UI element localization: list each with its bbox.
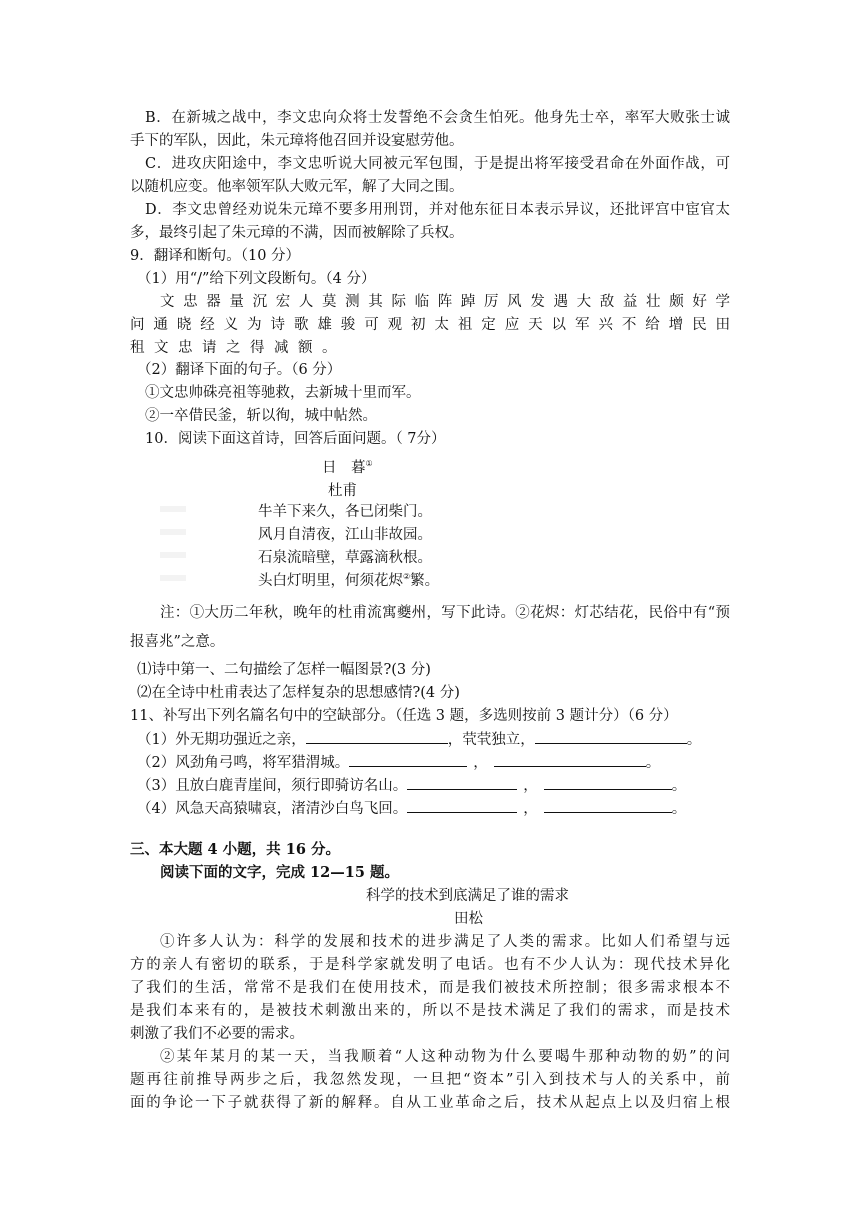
- poem-author: 杜甫: [328, 483, 357, 499]
- q8-option-b-line1: B．在新城之战中，李文忠向众将士发誓绝不会贪生怕死。他身先士卒，率军大败张士诚: [145, 110, 730, 126]
- article-p1-line1: ①许多人认为：科学的发展和技术的进步满足了人类的需求。比如人们希望与远: [160, 934, 730, 950]
- article-p2-line2: 题再往前推导两步之后，我忽然发现，一旦把“资本”引入到技术与人的关系中，前: [130, 1072, 730, 1088]
- faint-mark: [160, 575, 186, 581]
- poem-note-line1: 注：①大历二年秋，晚年的杜甫流寓夔州，写下此诗。②花烬：灯芯结花，民俗中有“预: [160, 605, 730, 621]
- answer-blank[interactable]: [306, 729, 448, 744]
- q9-part1-prompt: （1）用“/”给下列文段断句。（4 分）: [137, 271, 376, 287]
- q8-option-b-line2: 手下的军队，因此，朱元璋将他召回并设宴慰劳他。: [130, 133, 464, 149]
- article-title: 科学的技术到底满足了谁的需求: [366, 888, 569, 904]
- q8-option-c-line2: 以随机应变。他率领军队大败元军，解了大同之围。: [130, 179, 464, 195]
- answer-blank[interactable]: [544, 798, 672, 813]
- poem-line4: 头白灯明里，何须花烬②繁。: [258, 572, 440, 589]
- answer-blank[interactable]: [349, 752, 467, 767]
- poem-line2: 风月自清夜，江山非故园。: [258, 527, 432, 543]
- q9-passage-line2: 问通晓经义为诗歌雄骏可观初太祖定应天以军兴不给增民田: [130, 317, 730, 333]
- poem-line3: 石泉流暗壁，草露滴秋根。: [258, 550, 432, 566]
- q8-option-d-line2: 多，最终引起了朱元璋的不满，因而被解除了兵权。: [130, 225, 464, 241]
- answer-blank[interactable]: [407, 775, 517, 790]
- faint-mark: [160, 552, 186, 558]
- q8-option-d-line1: D．李文忠曾经劝说朱元璋不要多用刑罚，并对他东征日本表示异议，还批评宫中宦官太: [145, 202, 730, 218]
- poem-line1: 牛羊下来久，各已闭柴门。: [258, 504, 432, 520]
- q9-part2-prompt: （2）翻译下面的句子。（6 分）: [137, 362, 342, 378]
- section3-instruction: 阅读下面的文字，完成 12—15 题。: [160, 864, 399, 881]
- answer-blank[interactable]: [494, 752, 646, 767]
- section3-title: 三、本大题 4 小题，共 16 分。: [130, 841, 340, 858]
- q11-item1: （1）外无期功强近之亲， ，茕茕独立， 。: [137, 729, 701, 750]
- article-p1-line2: 方的亲人有密切的联系，于是科学家就发明了电话。也有不少人认为：现代技术异化: [130, 957, 730, 973]
- article-p1-line4: 是我们本来有的，是被技术刺激出来的，所以不是技术满足了我们的需求，而是技术: [130, 1003, 730, 1019]
- article-p1-line5: 刺激了我们不必要的需求。: [130, 1026, 304, 1042]
- q9-sentence2: ②一卒借民釜，斩以徇，城中帖然。: [145, 408, 377, 424]
- answer-blank[interactable]: [544, 775, 672, 790]
- article-p2-line1: ②某年某月的某一天，当我顺着“人这种动物为什么要喝牛那种动物的奶”的问: [160, 1049, 730, 1065]
- q9-passage-line3: 租文忠请之得减额。: [130, 340, 346, 356]
- q9-passage-line1: 文忠器量沉宏人莫测其际临阵踔厉风发遇大敌益壮颇好学: [160, 294, 730, 310]
- poem-title: 日 暮①: [322, 459, 373, 476]
- faint-mark: [160, 506, 186, 512]
- q9-sentence1: ①文忠帅硃亮祖等驰救，去新城十里而军。: [145, 385, 421, 401]
- answer-blank[interactable]: [407, 798, 517, 813]
- article-p1-line3: 了我们的生活，常常不是我们在使用技术，而是我们被技术所控制；很多需求根本不: [130, 980, 730, 996]
- faint-mark: [160, 529, 186, 535]
- q11-item2: （2）风劲角弓鸣，将军猎渭城。 ， 。: [137, 752, 660, 773]
- q11-item3: （3）且放白鹿青崖间，须行即骑访名山。 ， 。: [137, 775, 686, 796]
- answer-blank[interactable]: [535, 729, 687, 744]
- q10-subquestion1: ⑴诗中第一、二句描绘了怎样一幅图景?(3 分): [137, 662, 431, 678]
- q11-item4: （4）风急天高猿啸哀，渚清沙白鸟飞回。 ， 。: [137, 798, 686, 819]
- poem-note-line2: 报喜兆”之意。: [130, 634, 225, 650]
- q8-option-c-line1: C．进攻庆阳途中，李文忠听说大同被元军包围，于是提出将军接受君命在外面作战，可: [145, 156, 730, 172]
- q9-title: 9．翻译和断句。（10 分）: [130, 248, 301, 264]
- q10-subquestion2: ⑵在全诗中杜甫表达了怎样复杂的思想感情?(4 分): [137, 685, 460, 701]
- q11-title: 11、补写出下列名篇名句中的空缺部分。（任选 3 题，多选则按前 3 题计分）（6 分）: [130, 708, 678, 724]
- article-p2-line3: 面的争论一下子就获得了新的解释。自从工业革命之后，技术从起点上以及归宿上根: [130, 1095, 730, 1111]
- q10-title: 10．阅读下面这首诗，回答后面问题。（ 7分）: [145, 431, 446, 447]
- article-author: 田松: [454, 911, 483, 927]
